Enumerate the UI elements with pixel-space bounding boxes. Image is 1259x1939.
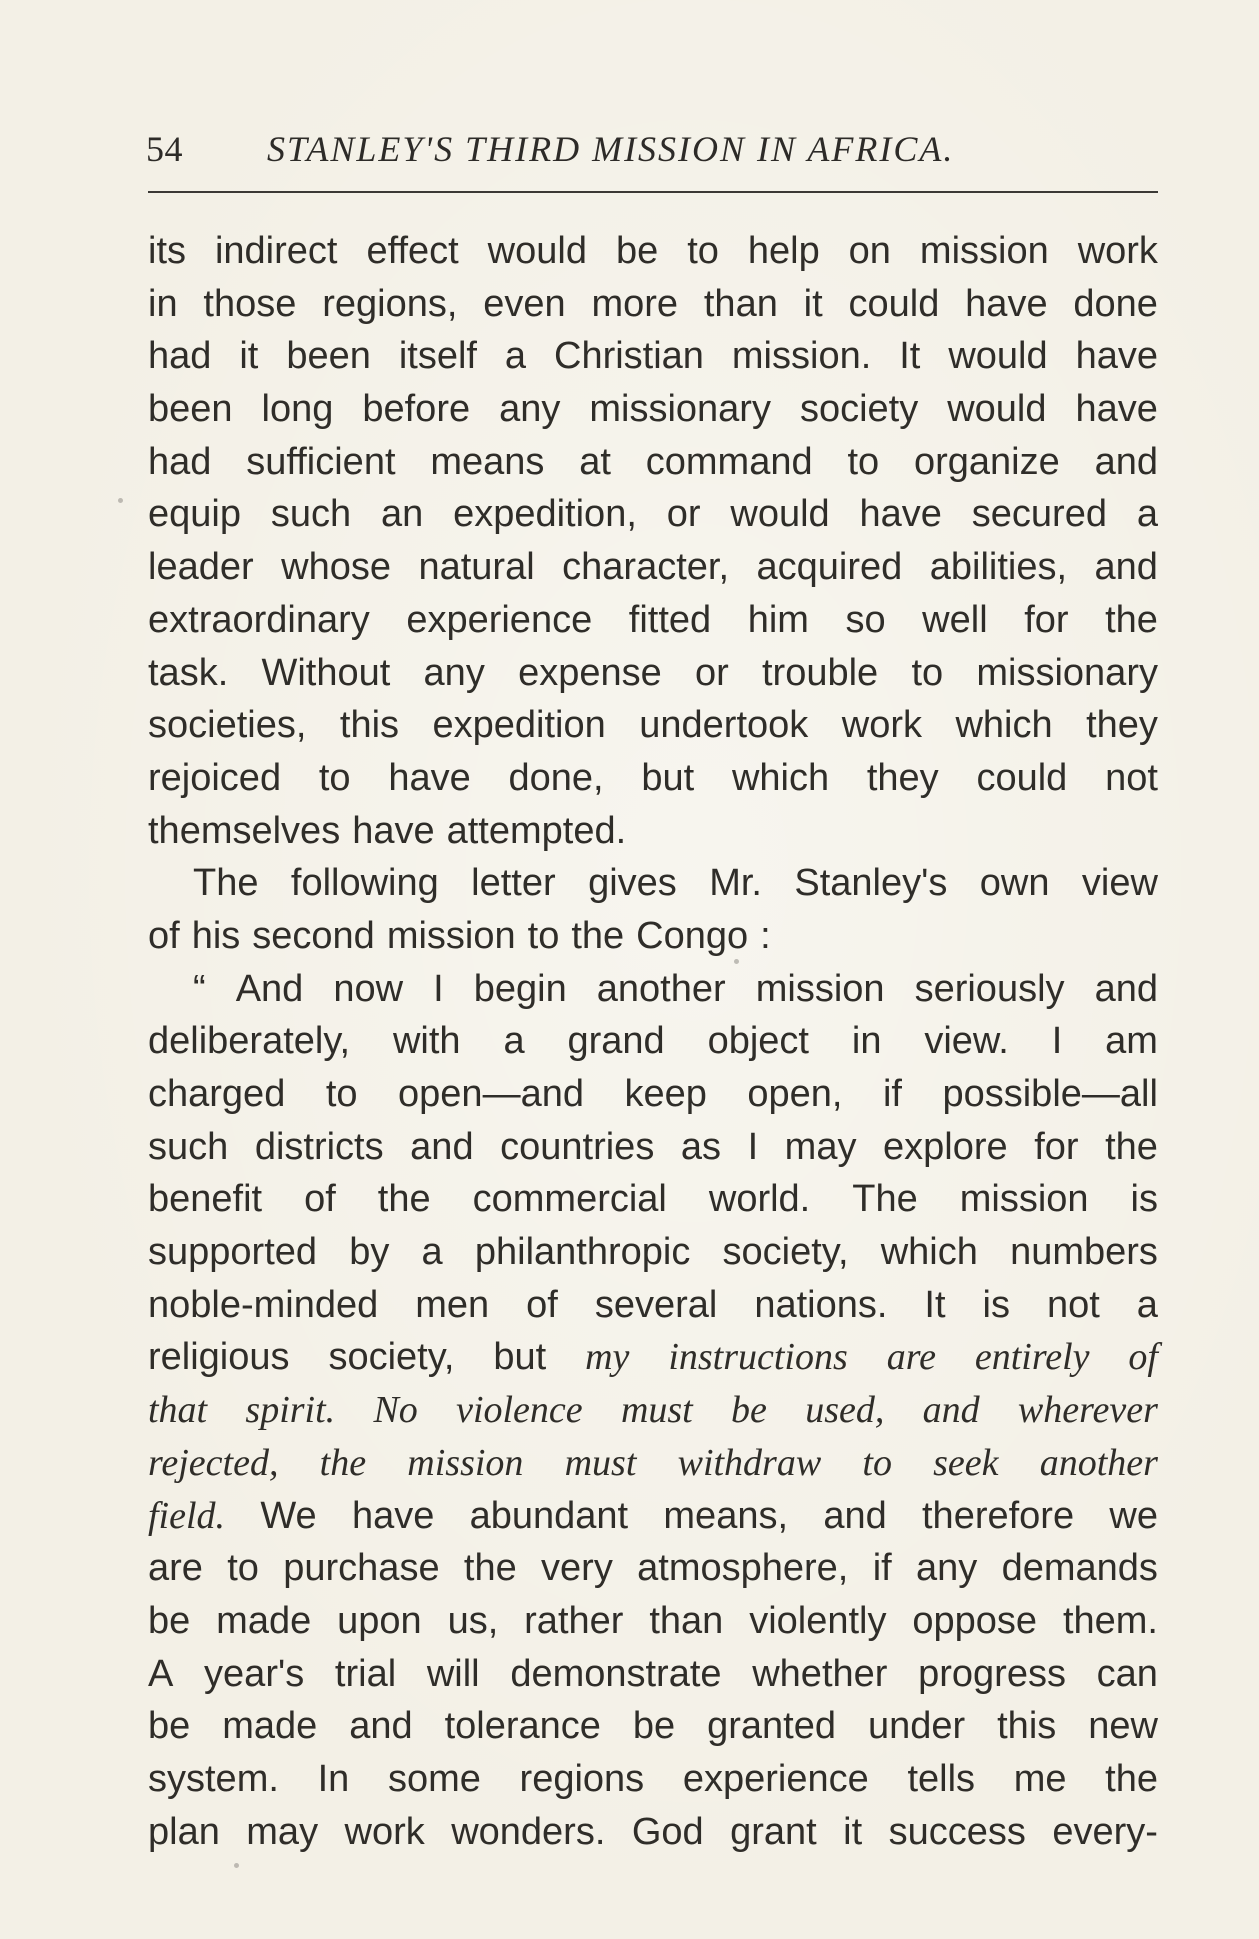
word: the — [319, 1441, 367, 1484]
word: as — [680, 1125, 722, 1168]
word: acquired — [756, 546, 903, 589]
text-line — [148, 1700, 1158, 1753]
word: I — [747, 1125, 759, 1168]
word: in — [851, 1020, 882, 1063]
word: the — [377, 1178, 431, 1221]
word: seek — [933, 1441, 999, 1484]
word: and — [823, 1494, 887, 1537]
word: abundant — [469, 1494, 629, 1537]
word: society — [799, 388, 919, 431]
word: and — [922, 1389, 980, 1432]
text-line — [148, 699, 1158, 752]
word: made — [216, 1599, 312, 1642]
word: object — [707, 1020, 809, 1063]
word: me — [1013, 1757, 1067, 1800]
word: but — [641, 756, 695, 799]
word: expedition — [432, 704, 606, 747]
word: nations. — [754, 1283, 888, 1326]
word: violently — [749, 1599, 887, 1642]
word: well — [922, 598, 988, 641]
word: in — [148, 282, 178, 325]
word: its — [148, 230, 186, 272]
paper-speck — [734, 959, 739, 964]
word: abilities, — [929, 546, 1068, 589]
word: have — [351, 1494, 435, 1537]
word: be — [731, 1389, 767, 1432]
word: which — [880, 1231, 978, 1274]
word: is — [1130, 1178, 1158, 1221]
text-line — [148, 910, 1158, 963]
text-line — [148, 963, 1158, 1016]
word: would — [947, 388, 1047, 431]
word: used, — [805, 1389, 885, 1432]
word: it — [843, 1810, 863, 1853]
word: rather — [524, 1599, 624, 1642]
word: In — [317, 1757, 350, 1800]
word: deliberately, — [148, 1020, 351, 1063]
word: benefit — [148, 1178, 263, 1221]
word: tolerance — [444, 1705, 601, 1748]
word: and — [349, 1705, 413, 1748]
word: grant — [730, 1810, 817, 1853]
word: us, — [447, 1599, 499, 1642]
word: a — [503, 1020, 525, 1063]
word: therefore — [922, 1494, 1075, 1537]
word: it — [239, 335, 259, 378]
word: “ — [193, 967, 206, 1010]
word: work — [841, 704, 922, 747]
word: I — [433, 967, 444, 1010]
word: which — [731, 756, 830, 799]
word: trouble — [762, 651, 879, 694]
text-line — [148, 1490, 1158, 1543]
word: whether — [752, 1652, 888, 1695]
word: societies, — [148, 704, 307, 747]
word: effect — [366, 230, 459, 272]
word: Congo — [636, 914, 749, 957]
word: purchase — [283, 1547, 440, 1590]
word: every- — [1052, 1810, 1158, 1853]
word: another — [1039, 1441, 1158, 1484]
text-line — [148, 1226, 1158, 1279]
text-line — [148, 1542, 1158, 1595]
word: for — [1024, 598, 1069, 641]
word: to — [527, 914, 560, 957]
word: been — [148, 388, 233, 431]
word: expedition, — [453, 493, 637, 536]
word: secured — [971, 493, 1107, 536]
word: commercial — [472, 1178, 667, 1221]
word: plan — [148, 1810, 220, 1853]
word: No — [373, 1389, 418, 1432]
word: missionary — [976, 651, 1158, 694]
word: the — [1105, 1125, 1158, 1168]
word: have — [1075, 388, 1158, 431]
word: withdraw — [677, 1441, 822, 1484]
word: progress — [918, 1652, 1066, 1695]
word: world. — [708, 1178, 811, 1221]
header-rule — [148, 191, 1158, 193]
running-head — [146, 126, 1156, 172]
word: upon — [337, 1599, 422, 1642]
word: be — [148, 1705, 191, 1748]
word: society, — [722, 1231, 849, 1274]
word: year's — [204, 1652, 305, 1695]
word: undertook — [639, 704, 809, 747]
word: and — [1094, 440, 1158, 483]
word: : — [760, 914, 771, 957]
text-line — [148, 647, 1158, 700]
word: demonstrate — [510, 1652, 722, 1695]
text-line — [148, 752, 1158, 805]
word: itself — [398, 335, 477, 378]
word: be — [632, 1705, 676, 1748]
word: spirit. — [245, 1389, 336, 1432]
word: such — [270, 493, 352, 536]
word: not — [1105, 756, 1158, 799]
word: have — [1075, 335, 1158, 378]
text-line — [148, 1437, 1158, 1490]
word: would — [730, 493, 830, 536]
word: his — [191, 914, 241, 957]
word: more — [591, 282, 679, 325]
word: several — [594, 1283, 718, 1326]
word: It — [924, 1283, 946, 1326]
word: mission — [919, 230, 1049, 272]
word: A — [148, 1652, 174, 1695]
word: are — [886, 1336, 936, 1379]
word: have — [388, 756, 471, 799]
paper-speck — [118, 498, 123, 503]
word: trial — [334, 1652, 397, 1695]
text-line — [148, 436, 1158, 489]
word: instructions — [668, 1336, 848, 1379]
word: to — [687, 230, 719, 272]
word: a — [1136, 1283, 1158, 1326]
word: view. — [924, 1020, 1009, 1063]
word: The — [852, 1178, 918, 1221]
word: character, — [562, 546, 730, 589]
text-line — [148, 225, 1158, 278]
word: gives — [588, 862, 677, 905]
word: Without — [261, 651, 391, 694]
word: they — [1086, 704, 1158, 747]
page-number: 54 — [146, 129, 183, 169]
word: Stanley's — [794, 862, 948, 905]
word: religious — [148, 1336, 290, 1379]
word: of — [304, 1178, 336, 1221]
word: God — [631, 1810, 704, 1853]
word: must — [564, 1441, 637, 1484]
text-line — [148, 1173, 1158, 1226]
word: equip — [148, 493, 241, 536]
word: society, — [328, 1336, 455, 1379]
word: an — [380, 493, 424, 536]
word: is — [982, 1283, 1010, 1326]
word: the — [1105, 1757, 1158, 1800]
word: wonders. — [451, 1810, 606, 1853]
word: or — [694, 651, 729, 694]
word: countries — [500, 1125, 655, 1168]
word: to — [325, 1073, 358, 1115]
text-line — [148, 383, 1158, 436]
word: letter — [471, 862, 556, 905]
word: this — [339, 704, 400, 747]
word: had — [148, 440, 212, 483]
word: districts — [254, 1125, 384, 1168]
word: not — [1046, 1283, 1100, 1326]
word: wherever — [1017, 1389, 1158, 1432]
word: tells — [907, 1757, 976, 1800]
word: open, — [747, 1073, 843, 1115]
word: on — [848, 230, 891, 272]
text-line — [148, 278, 1158, 331]
word: oppose — [912, 1599, 1038, 1642]
word: the — [1105, 598, 1158, 641]
text-line — [148, 330, 1158, 383]
word: It — [899, 335, 921, 378]
word: task. — [148, 651, 229, 694]
word: made — [222, 1705, 318, 1748]
word: to — [911, 651, 944, 694]
word: mission. — [731, 335, 872, 378]
word: Christian — [554, 335, 704, 378]
text-line — [148, 1595, 1158, 1648]
word: such — [148, 1125, 229, 1168]
word: mission — [386, 914, 516, 957]
word: organize — [913, 440, 1060, 483]
word: numbers — [1010, 1231, 1158, 1274]
word: Mr. — [709, 862, 762, 905]
word: supported — [148, 1231, 318, 1274]
word: which — [955, 704, 1053, 747]
paper-speck — [234, 1863, 239, 1868]
word: The — [193, 862, 259, 905]
word: success — [888, 1810, 1026, 1853]
word: done — [1073, 282, 1158, 325]
word: view — [1081, 862, 1158, 905]
word: had — [148, 335, 212, 378]
word: they — [866, 756, 939, 799]
word: We — [260, 1494, 317, 1537]
text-line — [148, 1648, 1158, 1701]
word: even — [483, 282, 566, 325]
word: some — [387, 1757, 481, 1800]
text-line — [148, 1279, 1158, 1332]
word: and — [1094, 546, 1158, 589]
word: whose — [281, 546, 391, 589]
word: system. — [148, 1757, 279, 1800]
word: by — [349, 1231, 390, 1274]
word: work — [344, 1810, 425, 1853]
word: have — [859, 493, 942, 536]
word: a — [421, 1231, 443, 1274]
word: extraordinary — [148, 598, 370, 641]
word: and — [410, 1125, 474, 1168]
word: than — [649, 1599, 724, 1642]
word: explore — [883, 1125, 1008, 1168]
word: this — [997, 1705, 1057, 1748]
word: natural — [418, 546, 535, 589]
word: second — [252, 914, 375, 957]
word: demands — [1001, 1547, 1158, 1590]
word: seriously — [914, 967, 1065, 1010]
word: new — [1088, 1705, 1158, 1748]
word: a — [504, 335, 527, 378]
word: if — [872, 1547, 892, 1590]
word: would — [948, 335, 1048, 378]
body-text — [148, 225, 1158, 1858]
word: open—and — [398, 1073, 584, 1115]
word: experience — [406, 598, 593, 641]
word: to — [862, 1441, 892, 1484]
word: fitted — [628, 598, 712, 641]
word: under — [867, 1705, 966, 1748]
word: rejoiced — [148, 756, 282, 799]
word: field. — [148, 1494, 226, 1537]
word: regions — [519, 1757, 645, 1800]
word: entirely — [974, 1336, 1090, 1379]
word: at — [579, 440, 611, 483]
text-line — [148, 1015, 1158, 1068]
word: so — [845, 598, 886, 641]
word: but — [493, 1336, 547, 1379]
word: would — [487, 230, 587, 272]
word: are — [148, 1547, 203, 1590]
word: very — [541, 1547, 613, 1590]
word: violence — [456, 1389, 583, 1432]
word: that — [148, 1389, 208, 1432]
word: noble-minded — [148, 1283, 379, 1326]
text-line — [148, 1068, 1158, 1121]
word: it — [803, 282, 823, 325]
word: must — [620, 1389, 693, 1432]
word: indirect — [214, 230, 338, 272]
word: with — [392, 1020, 461, 1063]
text-line — [148, 1806, 1158, 1859]
word: help — [747, 230, 820, 272]
word: themselves — [148, 809, 341, 852]
text-line — [148, 1384, 1158, 1437]
word: or — [666, 493, 701, 536]
word: atmosphere, — [637, 1547, 849, 1590]
word: command — [645, 440, 813, 483]
word: experience — [682, 1757, 869, 1800]
word: have — [352, 809, 435, 852]
word: leader — [148, 546, 254, 589]
word: than — [703, 282, 778, 325]
word: of — [526, 1283, 558, 1326]
word: granted — [707, 1705, 837, 1748]
word: the — [571, 914, 625, 957]
word: begin — [473, 967, 567, 1010]
running-title: STANLEY'S THIRD MISSION IN AFRICA. — [267, 129, 955, 169]
word: any — [423, 651, 485, 694]
text-line — [148, 1121, 1158, 1174]
word: following — [290, 862, 439, 905]
word: be — [148, 1599, 191, 1642]
text-line — [148, 488, 1158, 541]
word: now — [333, 967, 404, 1010]
word: work — [1077, 230, 1158, 272]
word: regions, — [322, 282, 458, 325]
word: of — [1128, 1336, 1158, 1379]
word: expense — [518, 651, 662, 694]
word: have — [965, 282, 1048, 325]
word: may — [784, 1125, 857, 1168]
word: rejected, — [148, 1441, 279, 1484]
word: can — [1096, 1652, 1158, 1695]
word: any — [916, 1547, 978, 1590]
word: And — [235, 967, 304, 1010]
word: charged — [148, 1073, 286, 1115]
word: we — [1109, 1494, 1158, 1537]
word: to — [847, 440, 880, 483]
word: of — [148, 914, 180, 957]
text-line — [148, 594, 1158, 647]
word: mission — [755, 967, 885, 1010]
word: for — [1034, 1125, 1079, 1168]
text-line — [148, 1331, 1158, 1384]
word: means — [430, 440, 545, 483]
word: him — [747, 598, 809, 641]
word: be — [615, 230, 659, 272]
word: keep — [624, 1073, 707, 1115]
word: them. — [1062, 1599, 1158, 1642]
word: my — [585, 1336, 630, 1379]
word: to — [318, 756, 351, 799]
word: and — [1094, 967, 1158, 1010]
word: am — [1105, 1020, 1158, 1063]
text-line — [148, 805, 1158, 858]
word: long — [261, 388, 334, 431]
word: a — [1136, 493, 1158, 536]
word: any — [499, 388, 561, 431]
word: could — [976, 756, 1068, 799]
word: done, — [508, 756, 604, 799]
word: possible—all — [942, 1073, 1158, 1115]
word: philanthropic — [474, 1231, 691, 1274]
word: to — [227, 1547, 259, 1590]
word: will — [426, 1652, 480, 1695]
word: own — [979, 862, 1050, 905]
word: men — [415, 1283, 490, 1326]
word: missionary — [589, 388, 771, 431]
word: if — [882, 1073, 902, 1115]
word: means, — [663, 1494, 789, 1537]
word: those — [203, 282, 297, 325]
word: may — [246, 1810, 319, 1853]
word: attempted. — [446, 809, 627, 852]
word: could — [848, 282, 940, 325]
word: grand — [567, 1020, 665, 1063]
word: before — [362, 388, 471, 431]
text-line — [148, 857, 1158, 910]
word: I — [1051, 1020, 1063, 1063]
word: the — [463, 1547, 517, 1590]
word: mission — [407, 1441, 524, 1484]
word: been — [286, 335, 371, 378]
text-line — [148, 541, 1158, 594]
word: mission — [959, 1178, 1089, 1221]
word: sufficient — [246, 440, 396, 483]
word: another — [596, 967, 726, 1010]
text-line — [148, 1753, 1158, 1806]
